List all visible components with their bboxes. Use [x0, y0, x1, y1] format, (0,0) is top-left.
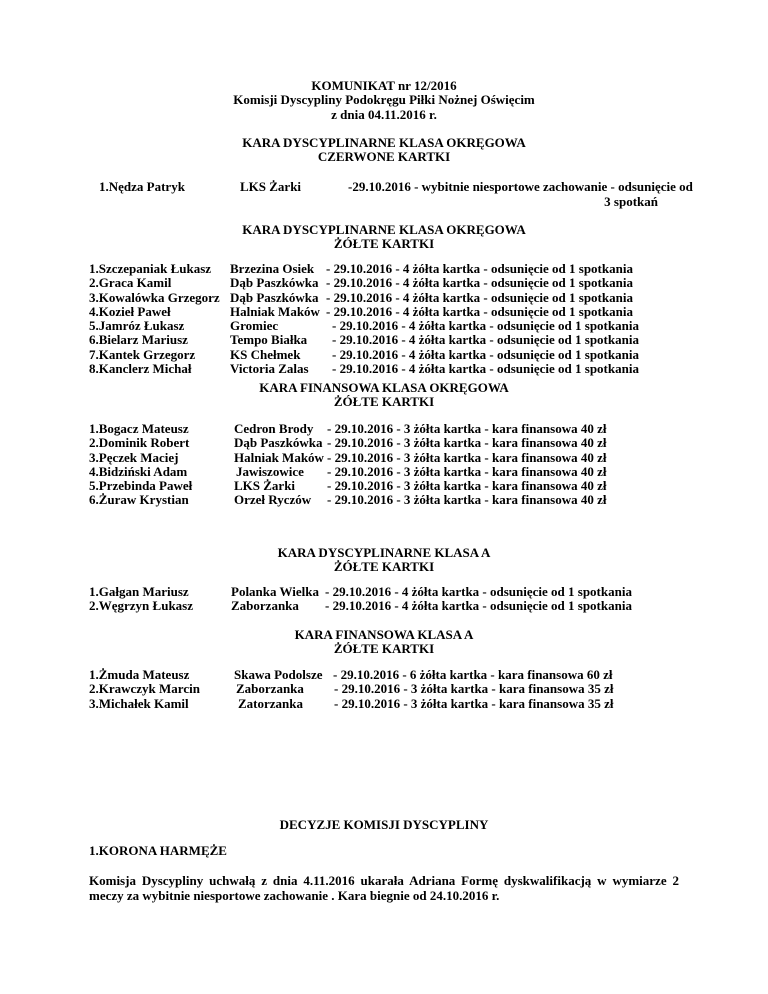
player-name: 2.Graca Kamil — [89, 275, 172, 291]
club-name: Gromiec — [230, 318, 279, 334]
club-name: Skawa Podolsze — [234, 667, 323, 682]
player-name: 6.Bielarz Mariusz — [89, 332, 188, 348]
club-name: Dąb Paszkówka — [230, 289, 319, 305]
section-subtitle: ŻÓŁTE KARTKI — [333, 641, 435, 657]
player-name: 1.Nędza Patryk — [99, 179, 185, 194]
player-name: 3.Kowalówka Grzegorz — [89, 289, 220, 305]
club-name: Zaborzanka — [231, 598, 299, 614]
document-header — [0, 79, 768, 122]
penalty-description: - 29.10.2016 - 3 żółta kartka - kara finansowa 40 zł — [327, 463, 607, 479]
section-title: KARA DYSCYPLINARNE KLASA A — [277, 545, 491, 560]
section-red-cards-heading — [0, 136, 768, 165]
club-list — [230, 262, 320, 376]
penalty-description: - 29.10.2016 - 4 żółta kartka - odsunięcie od 1 spotkania — [325, 584, 632, 599]
club-name: Halniak Maków — [234, 449, 324, 465]
penalty-description: - 29.10.2016 - 3 żółta kartka - kara finansowa 40 zł — [327, 478, 607, 494]
player-name: 3.Pęczek Maciej — [89, 449, 179, 465]
player-list — [89, 668, 200, 711]
player-name: 4.Kozieł Paweł — [89, 303, 171, 319]
section-title: KARA DYSCYPLINARNE KLASA OKRĘGOWA — [242, 135, 526, 150]
decisions-heading: DECYZJE KOMISJI DYSCYPLINY — [279, 817, 489, 832]
player-list — [89, 585, 193, 614]
player-name: 5.Przebinda Paweł — [89, 478, 193, 494]
club-list — [234, 422, 324, 508]
penalty-description: - 29.10.2016 - 3 żółta kartka - kara finansowa 35 zł — [334, 681, 614, 697]
penalty-description: - 29.10.2016 - 3 żółta kartka - kara finansowa 40 zł — [327, 421, 607, 436]
player-name: 1.Żmuda Mateusz — [89, 667, 190, 682]
player-name: 1.Szczepaniak Łukasz — [89, 261, 212, 276]
club-name: Halniak Maków — [230, 303, 320, 319]
section-title: KARA FINANSOWA KLASA A — [294, 627, 474, 642]
player-name: 1.Bogacz Mateusz — [89, 421, 189, 436]
player-name: 3.Michałek Kamil — [89, 695, 189, 711]
section-yellow-discipline-heading — [0, 223, 768, 252]
club-name: Tempo Białka — [230, 332, 308, 348]
club-name: Brzezina Osiek — [230, 261, 315, 276]
penalty-description: - 29.10.2016 - 4 żółta kartka - odsunięcie od 1 spotkania — [332, 318, 639, 334]
club-name: Dąb Paszkówka — [234, 435, 323, 451]
penalty-list — [326, 262, 639, 376]
player-name: 1.Gałgan Mariusz — [89, 584, 189, 599]
penalty-description: - 29.10.2016 - 6 żółta kartka - kara finansowa 60 zł — [333, 667, 613, 682]
decision-club-name: 1.KORONA HARMĘŻE — [89, 843, 227, 858]
penalty-description: - 29.10.2016 - 4 żółta kartka - odsunięcie od 1 spotkania — [326, 275, 633, 291]
club-name: Zaborzanka — [236, 681, 304, 697]
club-name: LKS Żarki — [240, 179, 302, 194]
club-name: Zatorzanka — [238, 695, 303, 711]
player-name: 2.Dominik Robert — [89, 435, 190, 451]
player-name: 7.Kantek Grzegorz — [89, 346, 196, 362]
decision-text: Komisja Dyscypliny uchwałą z dnia 4.11.2016 ukarała Adriana Formę dyskwalifikacją w wymiarze 2 meczy za wybitnie niesportowe zachowanie . Kara biegnie od 24.10.2016 r. — [89, 873, 679, 903]
penalty-description: -29.10.2016 - wybitnie niesportowe zachowanie - odsunięcie od — [348, 179, 693, 194]
penalty-description: - 29.10.2016 - 4 żółta kartka - odsunięcie od 1 spotkania — [332, 332, 639, 348]
penalty-description: - 29.10.2016 - 4 żółta kartka - odsunięcie od 1 spotkania — [325, 598, 632, 614]
penalty-list — [327, 422, 607, 508]
player-list — [89, 422, 192, 508]
club-name: Polanka Wielka — [231, 584, 320, 599]
document-issuer: Komisji Dyscypliny Podokręgu Piłki Nożnej Oświęcim — [233, 92, 535, 108]
penalty-description: - 29.10.2016 - 4 żółta kartka - odsunięcie od 1 spotkania — [332, 361, 639, 377]
club-name: Dąb Paszkówka — [230, 275, 319, 291]
penalty-description: - 29.10.2016 - 3 żółta kartka - kara finansowa 35 zł — [334, 695, 614, 711]
penalty-description: - 29.10.2016 - 4 żółta kartka - odsunięcie od 1 spotkania — [332, 346, 639, 362]
club-name: LKS Żarki — [234, 478, 296, 494]
penalty-description: - 29.10.2016 - 4 żółta kartka - odsunięcie od 1 spotkania — [326, 261, 633, 276]
penalty-description: - 29.10.2016 - 3 żółta kartka - kara finansowa 40 zł — [327, 435, 607, 451]
document-title: KOMUNIKAT nr 12/2016 — [311, 78, 457, 93]
club-name: Victoria Zalas — [230, 361, 309, 377]
penalty-list — [333, 668, 614, 711]
section-class-a-fine-heading — [0, 628, 768, 657]
club-name: Orzeł Ryczów — [234, 492, 312, 508]
club-list — [231, 585, 319, 614]
player-name: 2.Węgrzyn Łukasz — [89, 598, 193, 614]
player-name: 8.Kanclerz Michał — [89, 361, 192, 377]
penalty-description-cont: 3 spotkań — [604, 193, 658, 209]
document-date: z dnia 04.11.2016 r. — [331, 106, 437, 122]
club-name: KS Chełmek — [230, 346, 301, 362]
player-name: 2.Krawczyk Marcin — [89, 681, 200, 697]
section-subtitle: ŻÓŁTE KARTKI — [333, 559, 435, 575]
section-yellow-fine-heading — [0, 381, 768, 410]
penalty-description: - 29.10.2016 - 3 żółta kartka - kara finansowa 40 zł — [327, 492, 607, 508]
player-list — [89, 262, 220, 376]
section-title: KARA DYSCYPLINARNE KLASA OKRĘGOWA — [242, 222, 526, 237]
club-name: Cedron Brody — [234, 421, 314, 436]
section-subtitle: CZERWONE KARTKI — [317, 149, 451, 165]
section-title: KARA FINANSOWA KLASA OKRĘGOWA — [259, 380, 509, 395]
section-subtitle: ŻÓŁTE KARTKI — [333, 394, 435, 410]
penalty-description: - 29.10.2016 - 4 żółta kartka - odsunięcie od 1 spotkania — [326, 303, 633, 319]
player-name: 4.Bidziński Adam — [89, 463, 188, 479]
club-name: Jawiszowice — [236, 463, 304, 479]
section-subtitle: ŻÓŁTE KARTKI — [333, 236, 435, 252]
penalty-list — [325, 585, 632, 614]
player-name: 6.Żuraw Krystian — [89, 492, 189, 508]
section-class-a-discipline-heading — [0, 546, 768, 575]
penalty-description: - 29.10.2016 - 3 żółta kartka - kara finansowa 40 zł — [327, 449, 607, 465]
player-name: 5.Jamróz Łukasz — [89, 318, 185, 334]
penalty-description: - 29.10.2016 - 4 żółta kartka - odsunięcie od 1 spotkania — [326, 289, 633, 305]
club-list — [234, 668, 322, 711]
